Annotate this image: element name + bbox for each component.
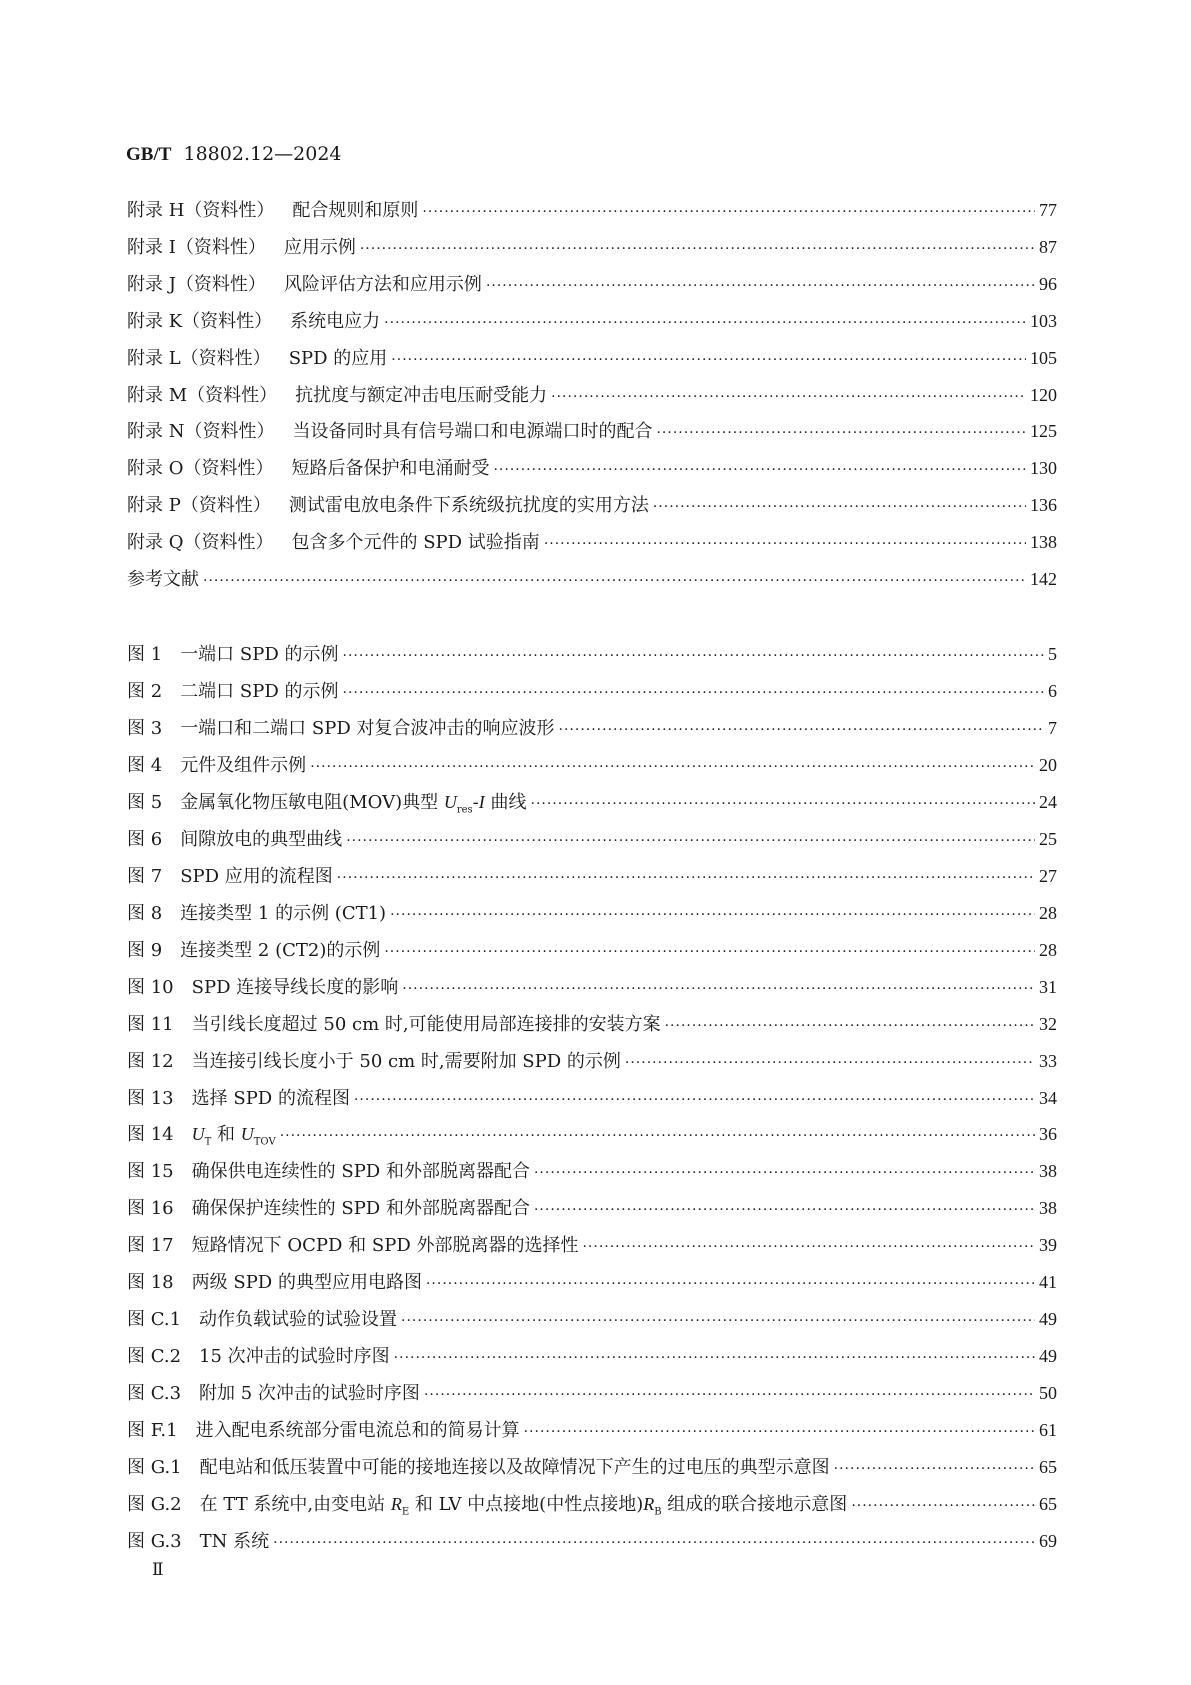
entry-title	[289, 344, 388, 370]
toc-entry-figure[interactable]	[127, 1010, 1057, 1036]
entry-label: 参考文献	[127, 569, 199, 590]
entry-page-number: 6	[1048, 680, 1057, 701]
toc-entry-figure[interactable]	[127, 1305, 1057, 1331]
title-text: 当设备同时具有信号端口和电源端口时的配合	[292, 421, 653, 443]
entry-page-number: 27	[1039, 865, 1057, 886]
dot-leader	[422, 204, 1035, 220]
entry-title	[200, 1490, 848, 1518]
title-text: 在 TT 系统中,由变电站	[199, 1494, 391, 1516]
title-text: 短路情况下 OCPD 和 SPD 外部脱离器的选择性	[191, 1235, 579, 1257]
toc-entry-annex[interactable]	[127, 270, 1057, 296]
title-text: SPD 连接导线长度的影响	[191, 976, 399, 998]
entry-label: 图 C.1	[127, 1309, 182, 1331]
toc-entry-annex[interactable]	[127, 381, 1057, 407]
dot-leader	[337, 870, 1035, 886]
math-symbol: U	[191, 1124, 205, 1145]
page-number: Ⅱ	[152, 1560, 164, 1580]
toc-entry-figure[interactable]	[127, 936, 1057, 962]
entry-page-number: 142	[1030, 569, 1057, 589]
title-text: -	[472, 791, 479, 813]
entry-title	[196, 1416, 520, 1442]
entry-page-number: 77	[1039, 200, 1057, 220]
entry-title	[192, 1194, 530, 1220]
math-subscript: T	[204, 1137, 212, 1149]
entry-title	[192, 1157, 530, 1183]
entry-title	[200, 1453, 830, 1479]
entry-label: 图 7	[127, 865, 163, 887]
entry-page-number: 5	[1048, 644, 1057, 664]
entry-page-number: 103	[1030, 310, 1057, 331]
entry-page-number: 7	[1048, 717, 1057, 738]
math-subscript: TOV	[253, 1137, 276, 1149]
math-subscript: E	[401, 1506, 410, 1518]
entry-title	[192, 1231, 579, 1257]
entry-label: 图 15	[127, 1161, 174, 1183]
dot-leader	[534, 1165, 1035, 1181]
title-text: 曲线	[484, 791, 527, 813]
dot-leader	[391, 352, 1026, 368]
entry-page-number: 125	[1030, 421, 1057, 442]
entry-label: 附录 P（资料性）	[127, 495, 271, 517]
entry-title	[284, 233, 356, 259]
title-text: 两级 SPD 的典型应用电路图	[191, 1272, 422, 1294]
entry-label: 图 G.1	[127, 1457, 182, 1479]
entry-label: 图 4	[127, 754, 163, 776]
entry-title	[180, 862, 333, 888]
dot-leader	[531, 796, 1036, 812]
entry-page-number: 25	[1039, 828, 1057, 849]
dot-leader	[559, 722, 1044, 738]
math-subscript: B	[654, 1506, 662, 1518]
dot-leader	[625, 1055, 1035, 1071]
entry-label: 图 3	[127, 717, 163, 739]
dot-leader	[834, 1461, 1035, 1477]
dot-leader	[426, 1276, 1035, 1292]
entry-page-number: 28	[1039, 902, 1057, 923]
entry-page-number: 65	[1039, 1494, 1057, 1515]
math-symbol: U	[240, 1124, 254, 1145]
entry-label: 图 16	[127, 1198, 174, 1220]
entry-page-number: 39	[1039, 1235, 1057, 1256]
toc-entry-figure[interactable]	[127, 1084, 1057, 1110]
standard-header	[126, 143, 342, 166]
entry-page-number: 38	[1039, 1161, 1057, 1182]
title-text: 选择 SPD 的流程图	[191, 1087, 350, 1109]
entry-title	[192, 1268, 422, 1294]
title-text: 和 LV 中点接地(中性点接地)	[409, 1494, 644, 1516]
toc-entry-figure[interactable]	[127, 1527, 1057, 1553]
entry-page-number: 38	[1039, 1198, 1057, 1219]
title-text: 附加 5 次冲击的试验时序图	[199, 1383, 420, 1405]
title-text: 组成的联合接地示意图	[661, 1494, 848, 1516]
entry-page-number: 36	[1039, 1124, 1057, 1145]
entry-title	[292, 417, 652, 443]
entry-page-number: 32	[1039, 1013, 1057, 1034]
entry-label: 图 8	[127, 902, 163, 924]
title-text: 短路后备保护和电涌耐受	[291, 458, 490, 480]
entry-label: 图 17	[127, 1235, 174, 1257]
entry-page-number: 69	[1039, 1531, 1057, 1552]
title-text: 连接类型 2 (CT2)的示例	[180, 939, 381, 961]
entry-label: 图 6	[127, 828, 163, 850]
toc-entry-annex[interactable]	[127, 528, 1057, 554]
dot-leader	[486, 278, 1035, 294]
dot-leader	[394, 1350, 1035, 1366]
toc-entry-figure[interactable]	[127, 677, 1057, 703]
math-symbol: U	[443, 791, 457, 812]
dot-leader	[493, 462, 1026, 478]
entry-page-number: 120	[1030, 384, 1057, 405]
title-text: 确保保护连续性的 SPD 和外部脱离器配合	[191, 1198, 530, 1220]
toc-entry-figure[interactable]	[127, 1490, 1057, 1516]
dot-leader	[203, 573, 1026, 589]
toc-entry-annex[interactable]	[127, 196, 1057, 222]
entry-label: 图 13	[127, 1087, 174, 1109]
toc-entry-figure[interactable]	[127, 1120, 1057, 1149]
standard-code: GB/T	[126, 144, 172, 165]
entry-title	[199, 1379, 420, 1405]
title-text: 15 次冲击的试验时序图	[199, 1346, 390, 1368]
toc-entry-figure[interactable]	[127, 714, 1057, 740]
entry-title	[192, 973, 399, 999]
entry-label: 图 5	[127, 791, 163, 813]
dot-leader	[390, 907, 1035, 923]
math-symbol: R	[390, 1494, 402, 1515]
entry-page-number: 87	[1039, 236, 1057, 257]
entry-page-number: 130	[1030, 458, 1057, 479]
toc-entry-figure[interactable]	[127, 1416, 1057, 1442]
dot-leader	[424, 1387, 1035, 1403]
title-text: 当连接引线长度小于 50 cm 时,需要附加 SPD 的示例	[191, 1050, 621, 1072]
toc-entry-figure[interactable]	[127, 1231, 1057, 1257]
entry-label: 图 F.1	[127, 1420, 178, 1442]
title-text: 包含多个元件的 SPD 试验指南	[291, 532, 540, 554]
title-text: TN 系统	[199, 1531, 270, 1553]
entry-page-number: 24	[1039, 791, 1057, 812]
dot-leader	[354, 1092, 1035, 1108]
entry-page-number: 49	[1039, 1346, 1057, 1367]
dot-leader	[653, 499, 1026, 515]
dot-leader	[273, 1535, 1035, 1551]
entry-title	[180, 640, 338, 666]
entry-label: 附录 I（资料性）	[127, 236, 266, 258]
entry-page-number: 31	[1039, 976, 1057, 997]
dot-leader	[280, 1128, 1035, 1144]
title-text: 一端口和二端口 SPD 对复合波冲击的响应波形	[180, 717, 555, 739]
entry-page-number: 50	[1039, 1383, 1057, 1404]
dot-leader	[343, 685, 1044, 701]
toc-entry-figure[interactable]	[127, 788, 1057, 814]
entry-page-number: 20	[1039, 754, 1057, 775]
toc-entry-figure[interactable]	[127, 825, 1057, 851]
entry-page-number: 136	[1030, 495, 1057, 516]
title-text: 应用示例	[283, 236, 356, 258]
entry-title	[291, 528, 539, 554]
dot-leader	[310, 759, 1035, 775]
dot-leader	[524, 1424, 1035, 1440]
entry-page-number: 105	[1030, 347, 1057, 368]
entry-title	[180, 751, 306, 777]
dot-leader	[401, 1313, 1035, 1329]
toc-entry-annex[interactable]	[127, 233, 1057, 259]
entry-label: 附录 L（资料性）	[127, 347, 271, 369]
title-text: SPD 应用的流程图	[180, 865, 333, 887]
title-text: 风险评估方法和应用示例	[283, 273, 482, 295]
title-text: 间隙放电的典型曲线	[180, 828, 343, 850]
title-text: 测试雷电放电条件下系统级抗扰度的实用方法	[288, 495, 649, 517]
dot-leader	[551, 389, 1026, 405]
entry-title	[192, 1047, 621, 1073]
entry-page-number: 49	[1039, 1309, 1057, 1330]
toc-entry-figure[interactable]	[127, 751, 1057, 777]
toc-entry-figure[interactable]	[127, 973, 1057, 999]
entry-label: 图 12	[127, 1050, 174, 1072]
entry-title	[180, 825, 342, 851]
toc-entry-figure[interactable]	[127, 1268, 1057, 1294]
entry-page-number: 61	[1039, 1420, 1057, 1441]
entry-title	[289, 491, 649, 517]
dot-leader	[851, 1498, 1035, 1514]
entry-page-number: 138	[1030, 532, 1057, 553]
entry-label: 图 G.2	[127, 1494, 182, 1516]
toc-entry-figure[interactable]	[127, 862, 1057, 888]
entry-page-number: 65	[1039, 1457, 1057, 1478]
entry-label: 图 9	[127, 939, 163, 961]
math-symbol: I	[478, 791, 485, 812]
entry-title	[199, 1342, 390, 1368]
dot-leader	[346, 833, 1035, 849]
toc-entry-figure[interactable]	[127, 1342, 1057, 1368]
entry-title	[295, 381, 547, 407]
toc-entry-figure[interactable]	[127, 1453, 1057, 1479]
entry-label: 图 11	[127, 1013, 174, 1035]
entry-label: 图 14	[127, 1124, 174, 1146]
dot-leader	[665, 1018, 1035, 1034]
entry-label: 图 10	[127, 976, 174, 998]
dot-leader	[360, 241, 1035, 257]
entry-title	[180, 788, 526, 816]
entry-label: 附录 J（资料性）	[127, 273, 266, 295]
entry-title	[180, 899, 386, 925]
toc-entry-figure[interactable]	[127, 899, 1057, 925]
toc-entry-annex[interactable]	[127, 565, 1057, 591]
dot-leader	[656, 425, 1026, 441]
entry-title	[291, 454, 489, 480]
title-text: 金属氧化物压敏电阻(MOV)典型	[180, 791, 444, 813]
entry-label: 图 C.3	[127, 1383, 182, 1405]
standard-number: 18802.12—2024	[183, 143, 342, 165]
math-symbol: R	[643, 1494, 655, 1515]
title-text: 一端口 SPD 的示例	[180, 644, 339, 665]
title-text: SPD 的应用	[288, 347, 388, 369]
entry-title	[192, 1010, 661, 1036]
title-text: 当引线长度超过 50 cm 时,可能使用局部连接排的安装方案	[191, 1013, 661, 1035]
entry-label: 图 C.2	[127, 1346, 182, 1368]
dot-leader	[582, 1239, 1035, 1255]
title-text: 元件及组件示例	[180, 754, 307, 776]
dot-leader	[544, 536, 1026, 552]
entry-label: 图 2	[127, 680, 163, 702]
title-text: 配电站和低压装置中可能的接地连接以及故障情况下产生的过电压的典型示意图	[199, 1457, 830, 1479]
title-text: 配合规则和原则	[292, 200, 419, 221]
entry-label: 附录 N（资料性）	[127, 421, 275, 443]
toc-entry-figure[interactable]	[127, 640, 1057, 666]
toc-entry-annex[interactable]	[127, 417, 1057, 443]
entry-label: 附录 H（资料性）	[127, 200, 275, 221]
entry-label: 附录 M（资料性）	[127, 384, 278, 406]
toc-entry-annex[interactable]	[127, 491, 1057, 517]
entry-label: 图 1	[127, 644, 163, 665]
entry-title	[284, 270, 482, 296]
title-text: 二端口 SPD 的示例	[180, 680, 339, 702]
entry-label: 图 G.3	[127, 1531, 182, 1553]
toc-entry-figure[interactable]	[127, 1194, 1057, 1220]
entry-title	[199, 1305, 397, 1331]
toc-entry-annex[interactable]	[127, 344, 1057, 370]
entry-title	[180, 936, 380, 962]
dot-leader	[534, 1202, 1035, 1218]
title-text: 系统电应力	[290, 310, 381, 332]
title-text: 和	[211, 1124, 241, 1146]
entry-label: 附录 O（资料性）	[127, 458, 274, 480]
entry-title	[200, 1527, 269, 1553]
toc-entry-annex[interactable]	[127, 454, 1057, 480]
entry-title	[292, 196, 418, 222]
entry-label: 附录 K（资料性）	[127, 310, 273, 332]
title-text: 进入配电系统部分雷电流总和的简易计算	[195, 1420, 520, 1442]
title-text: 动作负载试验的试验设置	[199, 1309, 398, 1331]
dot-leader	[402, 981, 1035, 997]
entry-label: 附录 Q（资料性）	[127, 532, 274, 554]
toc-entry-figure[interactable]	[127, 1379, 1057, 1405]
entry-page-number: 41	[1039, 1272, 1057, 1293]
title-text: 抗扰度与额定冲击电压耐受能力	[295, 384, 548, 406]
entry-title	[290, 307, 380, 333]
entry-page-number: 28	[1039, 939, 1057, 960]
entry-page-number: 34	[1039, 1087, 1057, 1108]
dot-leader	[384, 944, 1035, 960]
entry-title	[180, 714, 554, 740]
entry-title	[192, 1120, 276, 1148]
title-text: 连接类型 1 的示例 (CT1)	[180, 902, 387, 924]
math-subscript: res	[456, 804, 473, 816]
dot-leader	[384, 315, 1026, 331]
entry-page-number: 33	[1039, 1050, 1057, 1071]
entry-label: 图 18	[127, 1272, 174, 1294]
entry-page-number: 96	[1039, 273, 1057, 294]
toc-entry-figure[interactable]	[127, 1047, 1057, 1073]
entry-title	[180, 677, 338, 703]
toc-entry-figure[interactable]	[127, 1157, 1057, 1183]
dot-leader	[343, 648, 1044, 664]
entry-title	[192, 1084, 350, 1110]
title-text: 确保供电连续性的 SPD 和外部脱离器配合	[191, 1161, 530, 1183]
toc-entry-annex[interactable]	[127, 307, 1057, 333]
